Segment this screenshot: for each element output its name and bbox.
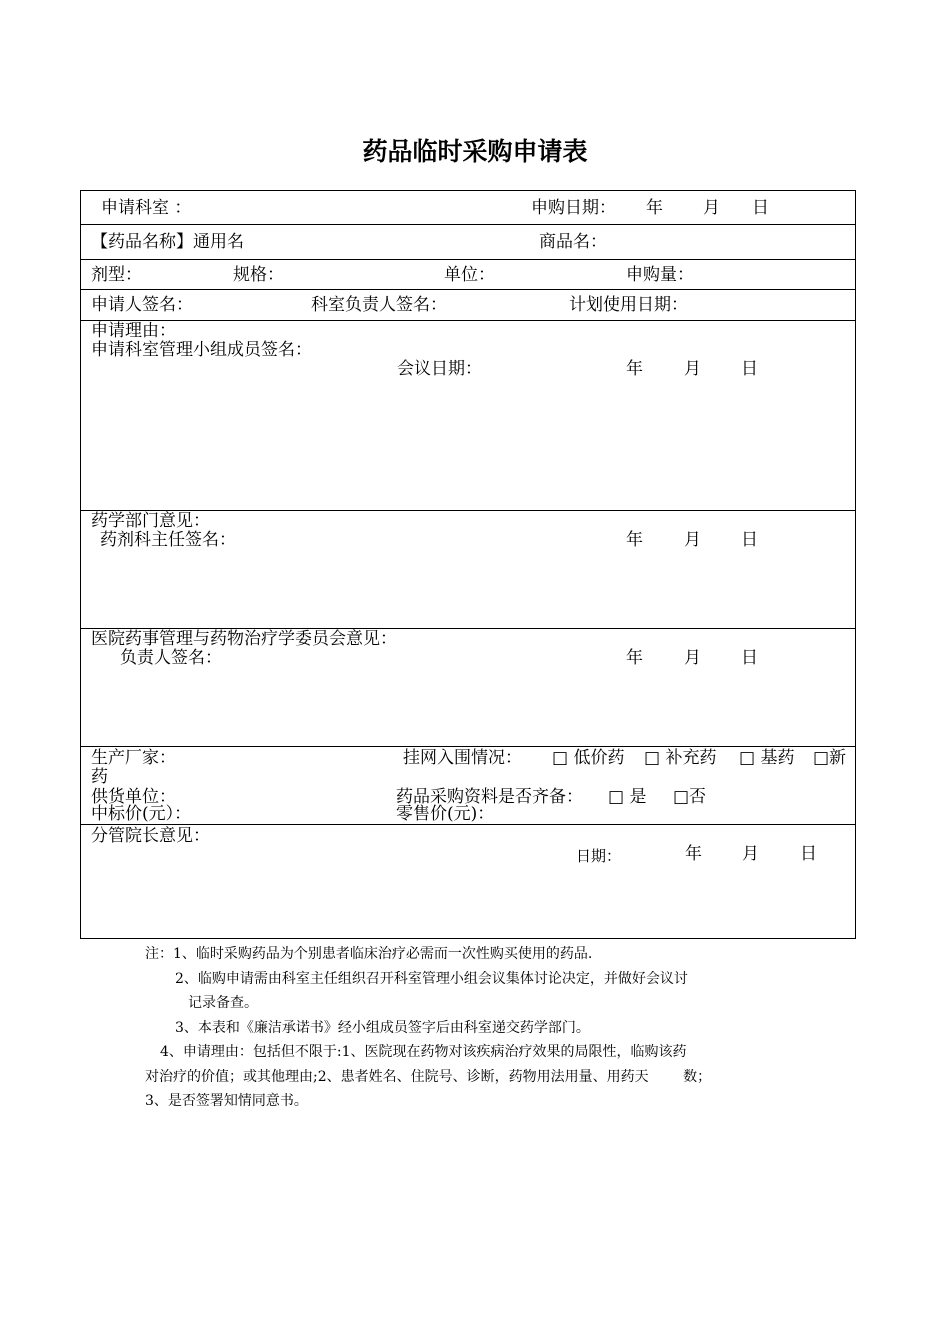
meeting-date-label: 会议日期： — [397, 359, 482, 379]
manufacturer-label: 生产厂家： — [91, 748, 176, 768]
documents-complete-label: 药品采购资料是否齐备： — [396, 787, 583, 807]
form-title: 药品临时采购申请表 — [362, 137, 588, 166]
low-price-drug-checkbox[interactable]: □ 低价药 — [552, 748, 625, 768]
day-label: 日 — [741, 359, 758, 379]
note-line: 3、本表和《廉洁承诺书》经小组成员签字后由科室递交药学部门。 — [175, 1019, 590, 1036]
note-line: 记录备查。 — [188, 995, 258, 1011]
note-line: 注：1、临时采购药品为个别患者临床治疗必需而一次性购买使用的药品. — [145, 946, 593, 962]
vice-president-opinion-label: 分管院长意见： — [91, 826, 210, 846]
year-label: 年 — [626, 359, 643, 379]
month-label: 月 — [684, 530, 701, 550]
supply-info-section — [81, 747, 855, 825]
bid-price-label: 中标价(元）： — [91, 804, 192, 824]
note-line: 3、是否签署知情同意书。 — [145, 1093, 308, 1109]
new-drug-checkbox[interactable]: □新 — [813, 748, 847, 768]
day-label: 日 — [741, 648, 758, 668]
purchase-application-form — [80, 190, 856, 939]
committee-opinion-label: 医院药事管理与药物治疗学委员会意见： — [91, 629, 397, 649]
committee-opinion-section — [81, 629, 855, 747]
year-label: 年 — [646, 198, 663, 218]
docs-yes-checkbox[interactable]: □ 是 — [608, 787, 647, 807]
dept-head-signature-label: 科室负责人签名： — [311, 295, 447, 315]
year-label: 年 — [685, 844, 702, 864]
note-line: 2、临购申请需由科室主任组织召开科室管理小组会议集体讨论决定，并做好会议讨 — [175, 970, 688, 987]
quantity-label: 申购量： — [626, 265, 694, 285]
note-line — [145, 1065, 825, 1090]
supplementary-drug-checkbox[interactable]: □ 补充药 — [644, 748, 717, 768]
planned-use-date-label: 计划使用日期： — [569, 295, 688, 315]
group-signature-label: 申请科室管理小组成员签名： — [91, 340, 312, 360]
signature-row — [81, 290, 855, 321]
day-label: 日 — [752, 198, 769, 218]
retail-price-label: 零售价(元)： — [396, 804, 495, 824]
pharmacy-opinion-section — [81, 511, 855, 629]
note-line-part: 对治疗的价值；或其他理由;2、患者姓名、住院号、诊断，药物用法用量、用药天 — [145, 1068, 649, 1085]
trade-name-label: 商品名： — [539, 232, 607, 252]
committee-leader-signature-label: 负责人签名： — [120, 648, 222, 668]
purchase-date-label: 申购日期： — [531, 198, 616, 218]
month-label: 月 — [703, 198, 720, 218]
notes-section — [145, 942, 825, 1114]
month-label: 月 — [684, 359, 701, 379]
note-line-part: 数； — [683, 1068, 712, 1085]
month-label: 月 — [742, 844, 759, 864]
docs-no-checkbox[interactable]: □否 — [673, 787, 707, 807]
applicant-signature-label: 申请人签名： — [91, 295, 193, 315]
vp-date-label: 日期： — [576, 847, 622, 865]
pharmacy-director-signature-label: 药剂科主任签名： — [100, 530, 236, 550]
note-line: 4、申请理由：包括但不限于:1、医院现在药物对该疾病治疗效果的局限性，临购该药 — [160, 1044, 687, 1060]
specification-row — [81, 260, 855, 290]
department-row — [81, 191, 855, 225]
day-label: 日 — [800, 844, 817, 864]
reason-label: 申请理由： — [91, 321, 176, 341]
new-drug-checkbox-label-wrap: 药 — [91, 767, 108, 787]
generic-name-label: 【药品名称】通用名 — [91, 232, 244, 252]
vice-president-opinion-section — [81, 825, 855, 938]
pharmacy-opinion-label: 药学部门意见： — [91, 511, 210, 531]
unit-label: 单位： — [444, 265, 495, 285]
reason-section — [81, 321, 855, 511]
day-label: 日 — [741, 530, 758, 550]
month-label: 月 — [684, 648, 701, 668]
basic-drug-checkbox[interactable]: □ 基药 — [739, 748, 795, 768]
drug-name-row — [81, 225, 855, 260]
spec-label: 规格： — [233, 265, 284, 285]
dosage-form-label: 剂型： — [91, 265, 142, 285]
year-label: 年 — [626, 648, 643, 668]
supplier-label: 供货单位： — [91, 787, 176, 807]
department-label: 申请科室 ： — [101, 198, 192, 218]
network-bid-status-label: 挂网入围情况： — [403, 748, 522, 768]
year-label: 年 — [626, 530, 643, 550]
